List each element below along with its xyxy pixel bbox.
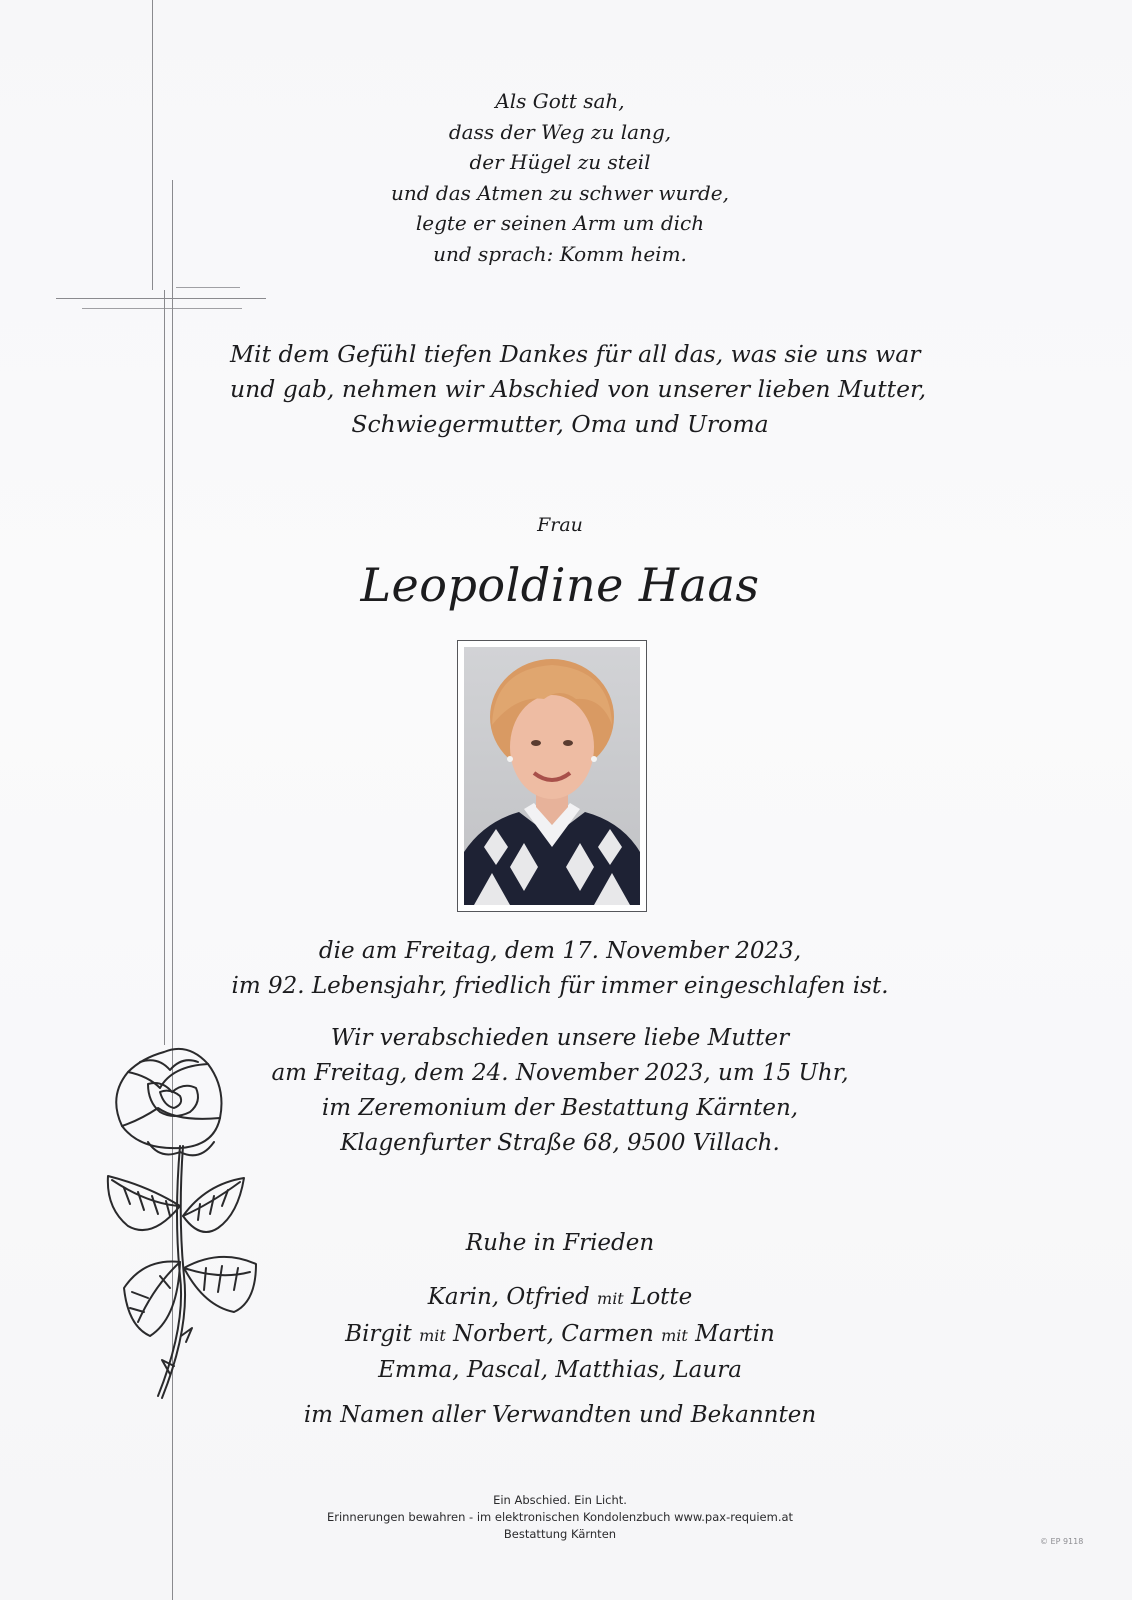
mit-word: mit [661, 1325, 688, 1345]
product-code: © EP 9118 [1040, 1537, 1084, 1546]
family-mourners [260, 1280, 860, 1388]
family-names: Birgit [345, 1320, 412, 1347]
family-names: Martin [695, 1320, 775, 1347]
deceased-name: Leopoldine Haas [360, 558, 760, 612]
rest-in-peace: Ruhe in Frieden [465, 1230, 655, 1256]
funeral-details-line: im Zeremonium der Bestattung Kärnten, [321, 1095, 799, 1121]
honorific: Frau [537, 514, 583, 536]
poem-line: und sprach: Komm heim. [433, 241, 687, 266]
cross-vertical-left [152, 0, 153, 290]
family-line: Emma, Pascal, Matthias, Laura [378, 1357, 742, 1383]
death-notice-line: die am Freitag, dem 17. November 2023, [318, 938, 802, 964]
cross-horizontal-bottom [82, 308, 242, 309]
funeral-details-line: am Freitag, dem 24. November 2023, um 15 Uhr, [271, 1060, 849, 1086]
rose-icon [88, 1036, 278, 1416]
death-notice-line: im 92. Lebensjahr, friedlich für immer eingeschlafen ist. [231, 973, 889, 999]
mit-word: mit [419, 1325, 446, 1345]
poem-line: dass der Weg zu lang, [448, 119, 672, 144]
thanks-paragraph [230, 337, 927, 442]
funeral-details-line: Klagenfurter Straße 68, 9500 Villach. [340, 1130, 780, 1156]
poem [360, 86, 760, 269]
thanks-line: und gab, nehmen wir Abschied von unserer lieben Mutter, [230, 375, 927, 403]
footer-condolence-book: Erinnerungen bewahren - im elektronischen Kondolenzbuch www.pax-requiem.at [326, 1510, 794, 1524]
family-line [260, 1317, 860, 1354]
family-names: Norbert, Carmen [453, 1320, 654, 1347]
portrait-photo [457, 640, 647, 912]
cross-horizontal-top [56, 298, 266, 299]
portrait-illustration [464, 647, 640, 905]
poem-line: legte er seinen Arm um dich [415, 211, 705, 235]
funeral-details-line: Wir verabschieden unsere liebe Mutter [330, 1025, 790, 1051]
family-names: Karin, Otfried [427, 1284, 590, 1310]
thanks-line: Mit dem Gefühl tiefen Dankes für all das, was sie uns war [230, 340, 921, 368]
footer-funeral-home: Bestattung Kärnten [503, 1527, 617, 1541]
footer [260, 1492, 860, 1543]
family-line [260, 1280, 860, 1317]
funeral-details [230, 1021, 890, 1161]
relatives-line: im Namen aller Verwandten und Bekannten [303, 1402, 817, 1428]
mit-word: mit [597, 1289, 624, 1308]
poem-line: Als Gott sah, [495, 89, 625, 113]
thanks-line: Schwiegermutter, Oma und Uroma [351, 410, 769, 438]
footer-tagline: Ein Abschied. Ein Licht. [493, 1493, 627, 1507]
poem-line: der Hügel zu steil [469, 150, 651, 174]
family-names: Lotte [631, 1284, 693, 1310]
poem-line: und das Atmen zu schwer wurde, [391, 180, 729, 205]
death-notice [220, 934, 900, 1004]
cross-horizontal-inner [176, 287, 240, 288]
cross-vertical-main [164, 290, 165, 1045]
